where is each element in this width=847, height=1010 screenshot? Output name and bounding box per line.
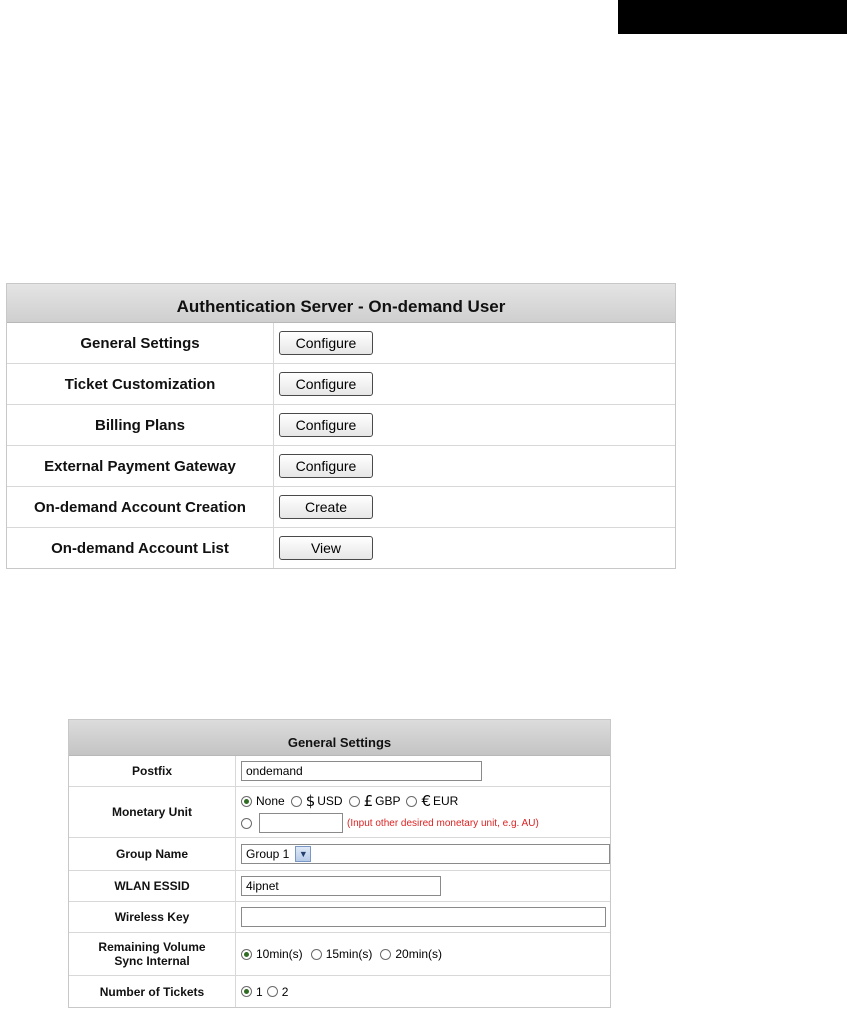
monetary-unit-label: Monetary Unit <box>69 787 236 837</box>
account-create-button[interactable]: Create <box>279 495 373 519</box>
number-of-tickets-label: Number of Tickets <box>69 976 236 1007</box>
sync-15min-option[interactable]: 15min(s) <box>311 947 373 961</box>
account-creation-label: On-demand Account Creation <box>7 487 274 527</box>
group-name-label: Group Name <box>69 838 236 870</box>
sync-10min-option[interactable]: 10min(s) <box>241 947 303 961</box>
radio-icon <box>241 986 252 997</box>
chevron-down-icon[interactable]: ▼ <box>295 846 311 862</box>
account-list-view-button[interactable]: View <box>279 536 373 560</box>
general-settings-title: General Settings <box>69 720 610 756</box>
remaining-volume-row <box>69 933 610 976</box>
radio-icon <box>406 796 417 807</box>
general-settings-configure-button[interactable]: Configure <box>279 331 373 355</box>
table-row <box>7 528 675 568</box>
table-row <box>7 446 675 487</box>
external-payment-gateway-configure-button[interactable]: Configure <box>279 454 373 478</box>
remaining-volume-label: Remaining Volume Sync Internal <box>69 933 236 975</box>
monetary-eur-option[interactable]: € EUR <box>406 792 458 810</box>
postfix-input[interactable]: ondemand <box>241 761 482 781</box>
on-demand-user-panel <box>6 283 676 569</box>
billing-plans-configure-button[interactable]: Configure <box>279 413 373 437</box>
euro-symbol: € <box>421 792 432 810</box>
radio-icon <box>291 796 302 807</box>
monetary-unit-row <box>69 787 610 838</box>
monetary-gbp-option[interactable]: £ GBP <box>349 792 401 810</box>
account-list-label: On-demand Account List <box>7 528 274 568</box>
table-row <box>7 323 675 364</box>
radio-icon <box>241 796 252 807</box>
ticket-customization-configure-button[interactable]: Configure <box>279 372 373 396</box>
radio-icon <box>267 986 278 997</box>
panel-title: Authentication Server - On-demand User <box>7 284 675 323</box>
wireless-key-label: Wireless Key <box>69 902 236 932</box>
postfix-row <box>69 756 610 787</box>
ticket-customization-label: Ticket Customization <box>7 364 274 404</box>
radio-icon <box>241 949 252 960</box>
number-of-tickets-row <box>69 976 610 1007</box>
wireless-key-input[interactable] <box>241 907 606 927</box>
general-settings-label: General Settings <box>7 323 274 363</box>
radio-icon <box>349 796 360 807</box>
sync-20min-option[interactable]: 20min(s) <box>380 947 442 961</box>
monetary-none-option[interactable]: None <box>241 794 285 808</box>
tickets-2-option[interactable]: 2 <box>267 985 289 999</box>
pound-symbol: £ <box>363 792 374 810</box>
postfix-label: Postfix <box>69 756 236 786</box>
monetary-other-hint: (Input other desired monetary unit, e.g. AU) <box>347 817 539 829</box>
tickets-1-option[interactable]: 1 <box>241 985 263 999</box>
monetary-other-input[interactable] <box>259 813 343 833</box>
table-row <box>7 487 675 528</box>
wlan-essid-input[interactable]: 4ipnet <box>241 876 441 896</box>
table-row <box>7 405 675 446</box>
billing-plans-label: Billing Plans <box>7 405 274 445</box>
radio-icon <box>380 949 391 960</box>
group-name-select[interactable]: Group 1 ▼ <box>241 844 610 864</box>
monetary-other-radio[interactable] <box>241 818 252 829</box>
radio-icon <box>311 949 322 960</box>
group-name-row <box>69 838 610 871</box>
general-settings-panel <box>68 719 611 1008</box>
dollar-symbol: $ <box>305 792 316 810</box>
black-redaction-block <box>618 0 847 34</box>
wlan-essid-label: WLAN ESSID <box>69 871 236 901</box>
table-row <box>7 364 675 405</box>
external-payment-gateway-label: External Payment Gateway <box>7 446 274 486</box>
wlan-essid-row <box>69 871 610 902</box>
wireless-key-row <box>69 902 610 933</box>
monetary-usd-option[interactable]: $ USD <box>291 792 343 810</box>
